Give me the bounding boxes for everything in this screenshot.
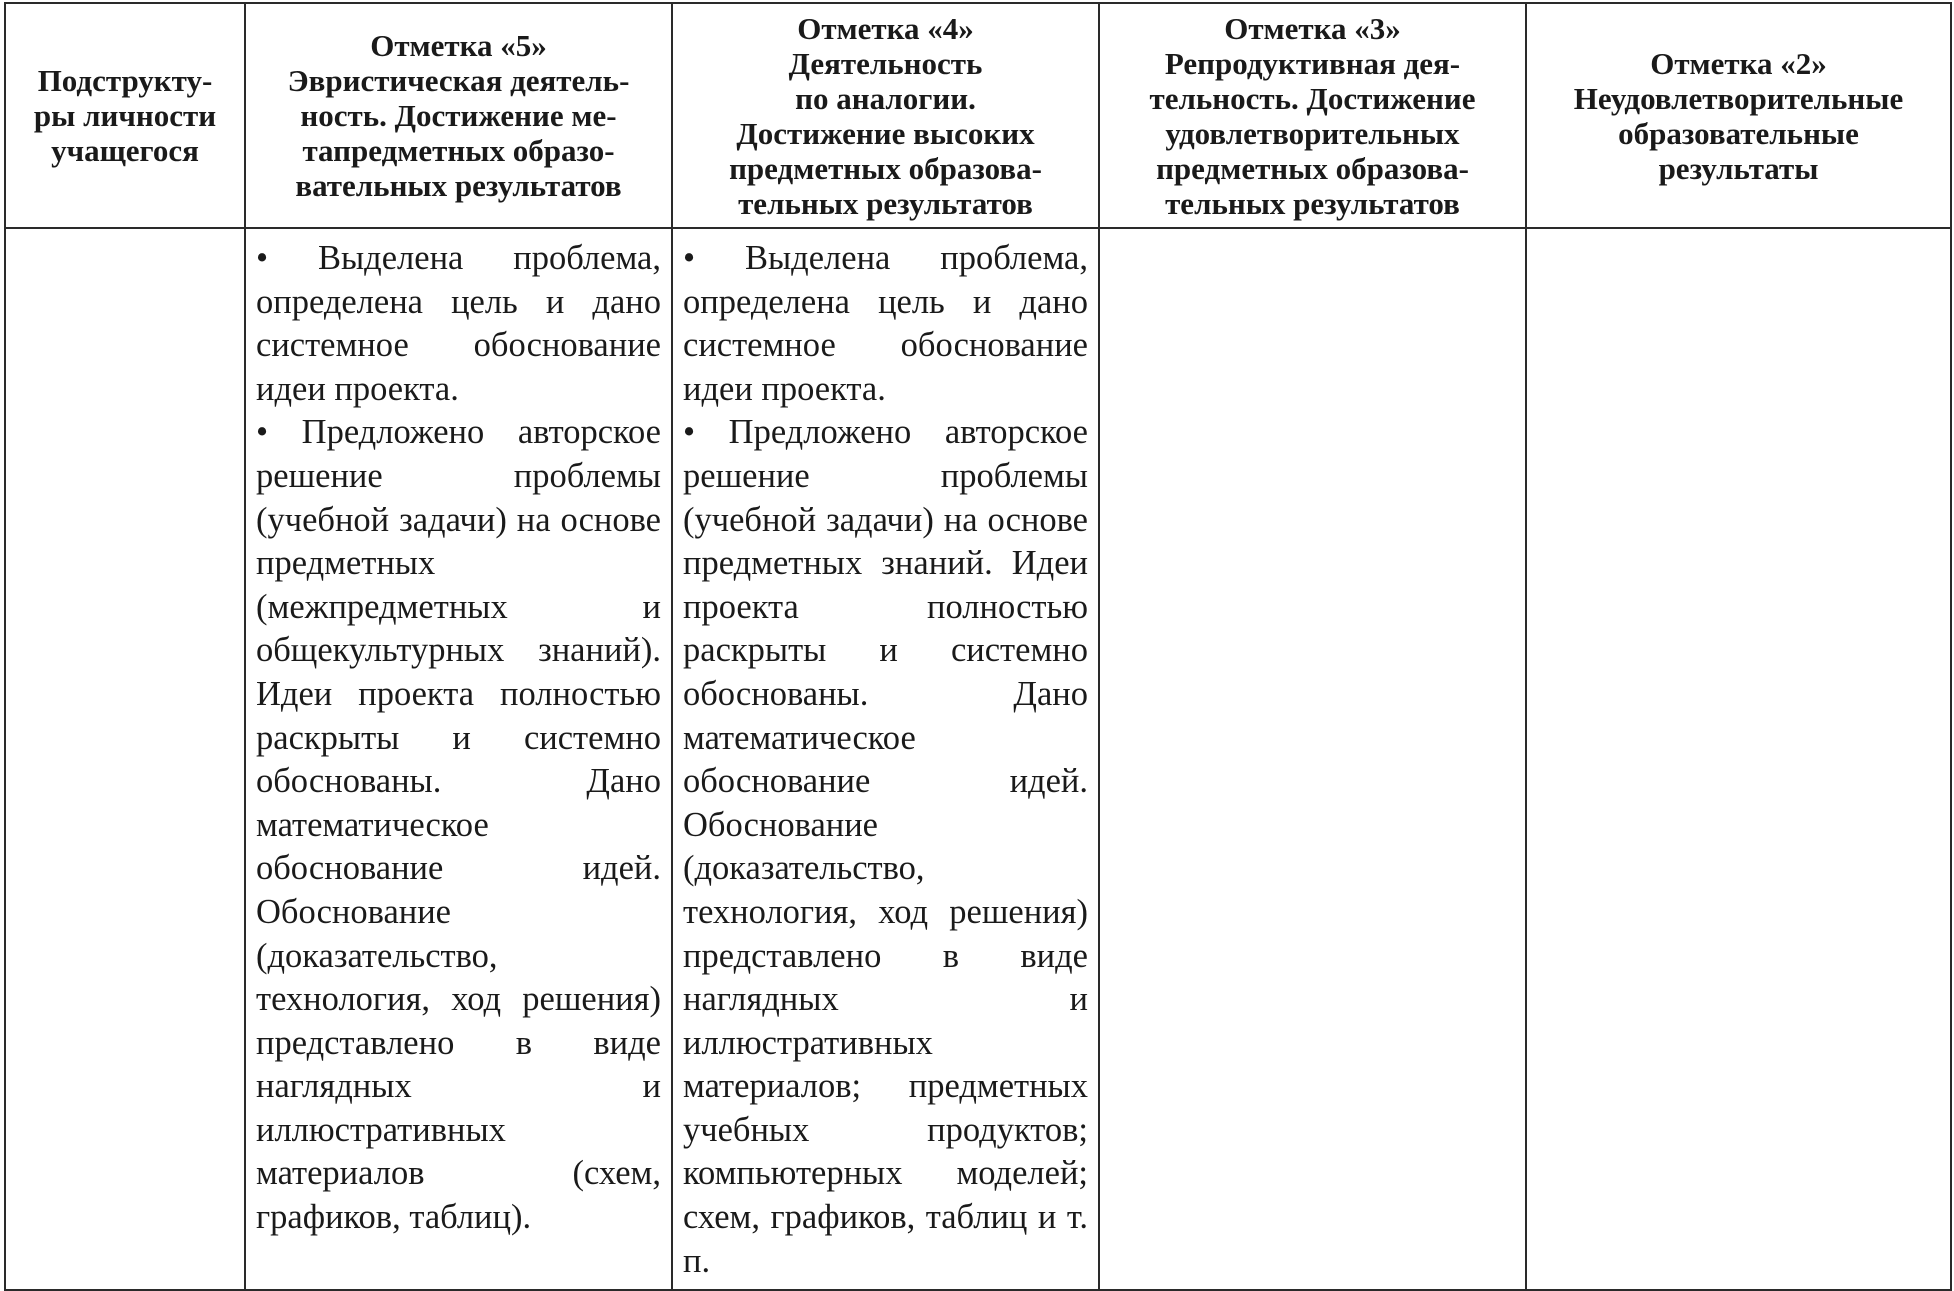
- grading-criteria-table: [4, 2, 1952, 1291]
- cell-grade-3: [1099, 228, 1526, 1290]
- grade-4-bullet-1: • Выделена проблема, определена цель и дано системное обоснование идеи проекта.: [683, 239, 1088, 408]
- header-substructures: Подструкту- ры личности учащегося: [5, 3, 245, 228]
- cell-grade-5: [245, 228, 672, 1290]
- header-grade-4: Отметка «4» Деятельность по аналогии. Достижение высоких предметных образова- тельных результатов: [672, 3, 1099, 228]
- grade-5-bullet-2: • Предложено авторское решение проблемы (учебной задачи) на основе предметных (межпредметных и общекультурных знаний). Идеи проекта полностью раскрыты и системно обоснованы. Дано математическое обоснование идей. Обоснование (доказательство, технология, ход решения) представлено в виде наглядных и иллюстративных материалов (схем, графиков, таблиц).: [256, 413, 661, 1237]
- cell-grade-2: [1526, 228, 1951, 1290]
- header-grade-3: Отметка «3» Репродуктивная дея- тельность. Достижение удовлетворительных предметных образова- тельных результатов: [1099, 3, 1526, 228]
- table-header-row: [5, 3, 1951, 228]
- grade-5-bullet-1: • Выделена проблема, определена цель и дано системное обоснование идеи проекта.: [256, 239, 661, 408]
- header-grade-2: Отметка «2» Неудовлетворительные образовательные результаты: [1526, 3, 1951, 228]
- header-grade-5: Отметка «5» Эвристическая деятель- ность. Достижение ме- тапредметных образо- вательных результатов: [245, 3, 672, 228]
- grade-4-bullet-2: • Предложено авторское решение проблемы (учебной задачи) на основе предметных знаний. Идеи проекта полностью раскрыты и системно обоснованы. Дано математическое обоснование идей. Обоснование (доказательство, технология, ход решения) представлено в виде наглядных и иллюстративных материалов; предметных учебных продуктов; компьютерных моделей; схем, графиков, таблиц и т. п.: [683, 413, 1088, 1280]
- cell-substructure: [5, 228, 245, 1290]
- table-row: [5, 228, 1951, 1290]
- cell-grade-4: [672, 228, 1099, 1290]
